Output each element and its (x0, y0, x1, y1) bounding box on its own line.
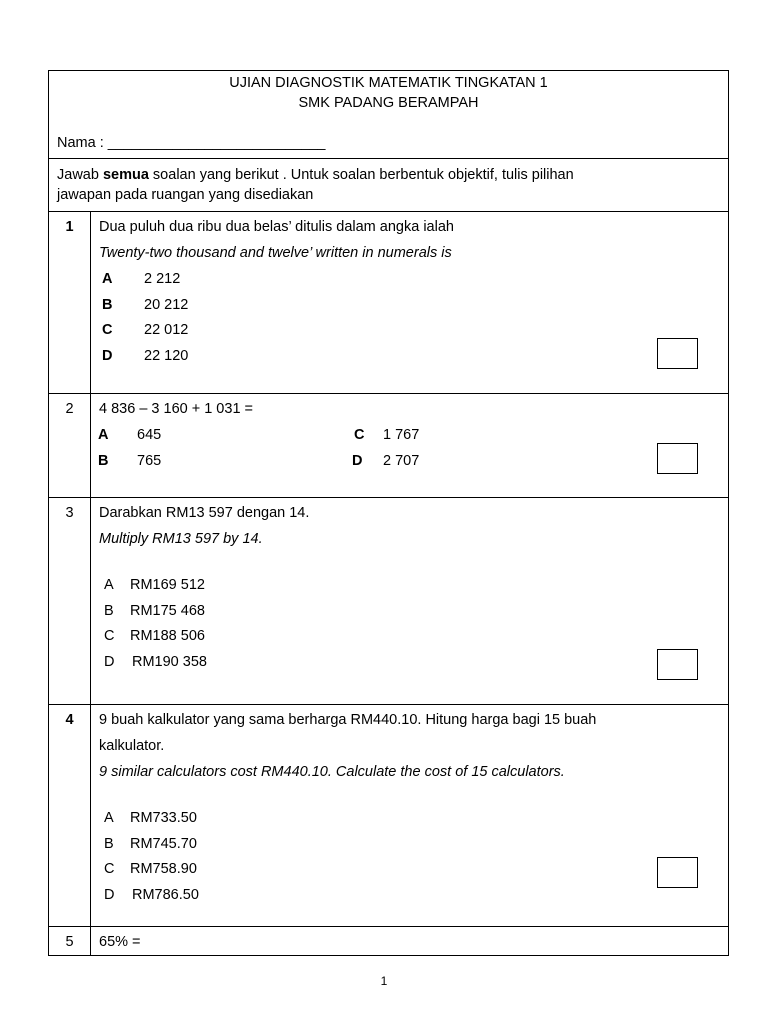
question-number: 5 (49, 927, 91, 955)
answer-box[interactable] (657, 649, 698, 680)
question-text-malay: 65% = (99, 934, 141, 950)
question-text-malay: Darabkan RM13 597 dengan 14. (99, 505, 310, 521)
option-letter: C (104, 861, 115, 877)
option-value: 645 (137, 427, 162, 443)
question-number: 3 (49, 498, 91, 704)
option-value: 2 707 (383, 453, 420, 469)
instructions-bold: semua (102, 167, 149, 183)
instructions-line2: jawapan pada ruangan yang disediakan (57, 187, 314, 203)
option-letter: D (104, 654, 115, 670)
question-number: 2 (49, 394, 91, 497)
option-letter: D (352, 453, 363, 469)
option-letter: D (104, 887, 115, 903)
option-value: RM175 468 (130, 603, 205, 619)
answer-box[interactable] (657, 857, 698, 888)
exam-header (49, 71, 728, 159)
option-value: RM169 512 (130, 577, 205, 593)
instructions (49, 159, 728, 212)
option-letter: A (102, 271, 113, 287)
option-letter: B (104, 603, 114, 619)
question-3 (49, 498, 728, 705)
question-number: 1 (49, 212, 91, 393)
option-value: RM758.90 (130, 861, 197, 877)
option-value: RM745.70 (130, 836, 197, 852)
question-1 (49, 212, 728, 394)
option-letter: A (98, 427, 109, 443)
question-text-english: Twenty-two thousand and twelve’ written in numerals is (99, 245, 452, 261)
name-field[interactable]: Nama : ___________________________ (57, 135, 326, 151)
option-value: 20 212 (144, 297, 189, 313)
option-letter: B (98, 453, 109, 469)
question-text-malay: Dua puluh dua ribu dua belas’ ditulis dalam angka ialah (99, 219, 454, 235)
option-value: RM190 358 (132, 654, 207, 670)
option-letter: A (104, 810, 114, 826)
exam-title: UJIAN DIAGNOSTIK MATEMATIK TINGKATAN 1 (229, 75, 548, 91)
question-5 (49, 927, 728, 955)
option-letter: B (102, 297, 113, 313)
option-value: 22 120 (144, 348, 189, 364)
question-4 (49, 705, 728, 927)
option-letter: A (104, 577, 114, 593)
question-text-malay-line2: kalkulator. (99, 738, 165, 754)
question-2 (49, 394, 728, 498)
answer-box[interactable] (657, 338, 698, 369)
question-text-english: Multiply RM13 597 by 14. (99, 531, 263, 547)
instructions-post: soalan yang berikut . Untuk soalan berbentuk objektif, tulis pilihan (148, 167, 574, 183)
option-value: 22 012 (144, 322, 189, 338)
question-number: 4 (49, 705, 91, 926)
answer-box[interactable] (657, 443, 698, 474)
instructions-pre: Jawab (57, 167, 103, 183)
page-number: 1 (380, 974, 388, 988)
option-letter: C (104, 628, 115, 644)
option-value: RM188 506 (130, 628, 205, 644)
question-text-malay-line1: 9 buah kalkulator yang sama berharga RM440.10. Hitung harga bagi 15 buah (99, 712, 597, 728)
option-letter: B (104, 836, 114, 852)
school-name: SMK PADANG BERAMPAH (298, 95, 479, 111)
option-value: RM786.50 (132, 887, 199, 903)
exam-sheet (48, 70, 729, 956)
option-letter: D (102, 348, 113, 364)
option-letter: C (354, 427, 365, 443)
option-value: 2 212 (144, 271, 181, 287)
question-text-malay: 4 836 – 3 160 + 1 031 = (99, 401, 253, 417)
question-text-english: 9 similar calculators cost RM440.10. Calculate the cost of 15 calculators. (99, 764, 565, 780)
option-value: RM733.50 (130, 810, 197, 826)
option-letter: C (102, 322, 113, 338)
option-value: 765 (137, 453, 162, 469)
option-value: 1 767 (383, 427, 420, 443)
